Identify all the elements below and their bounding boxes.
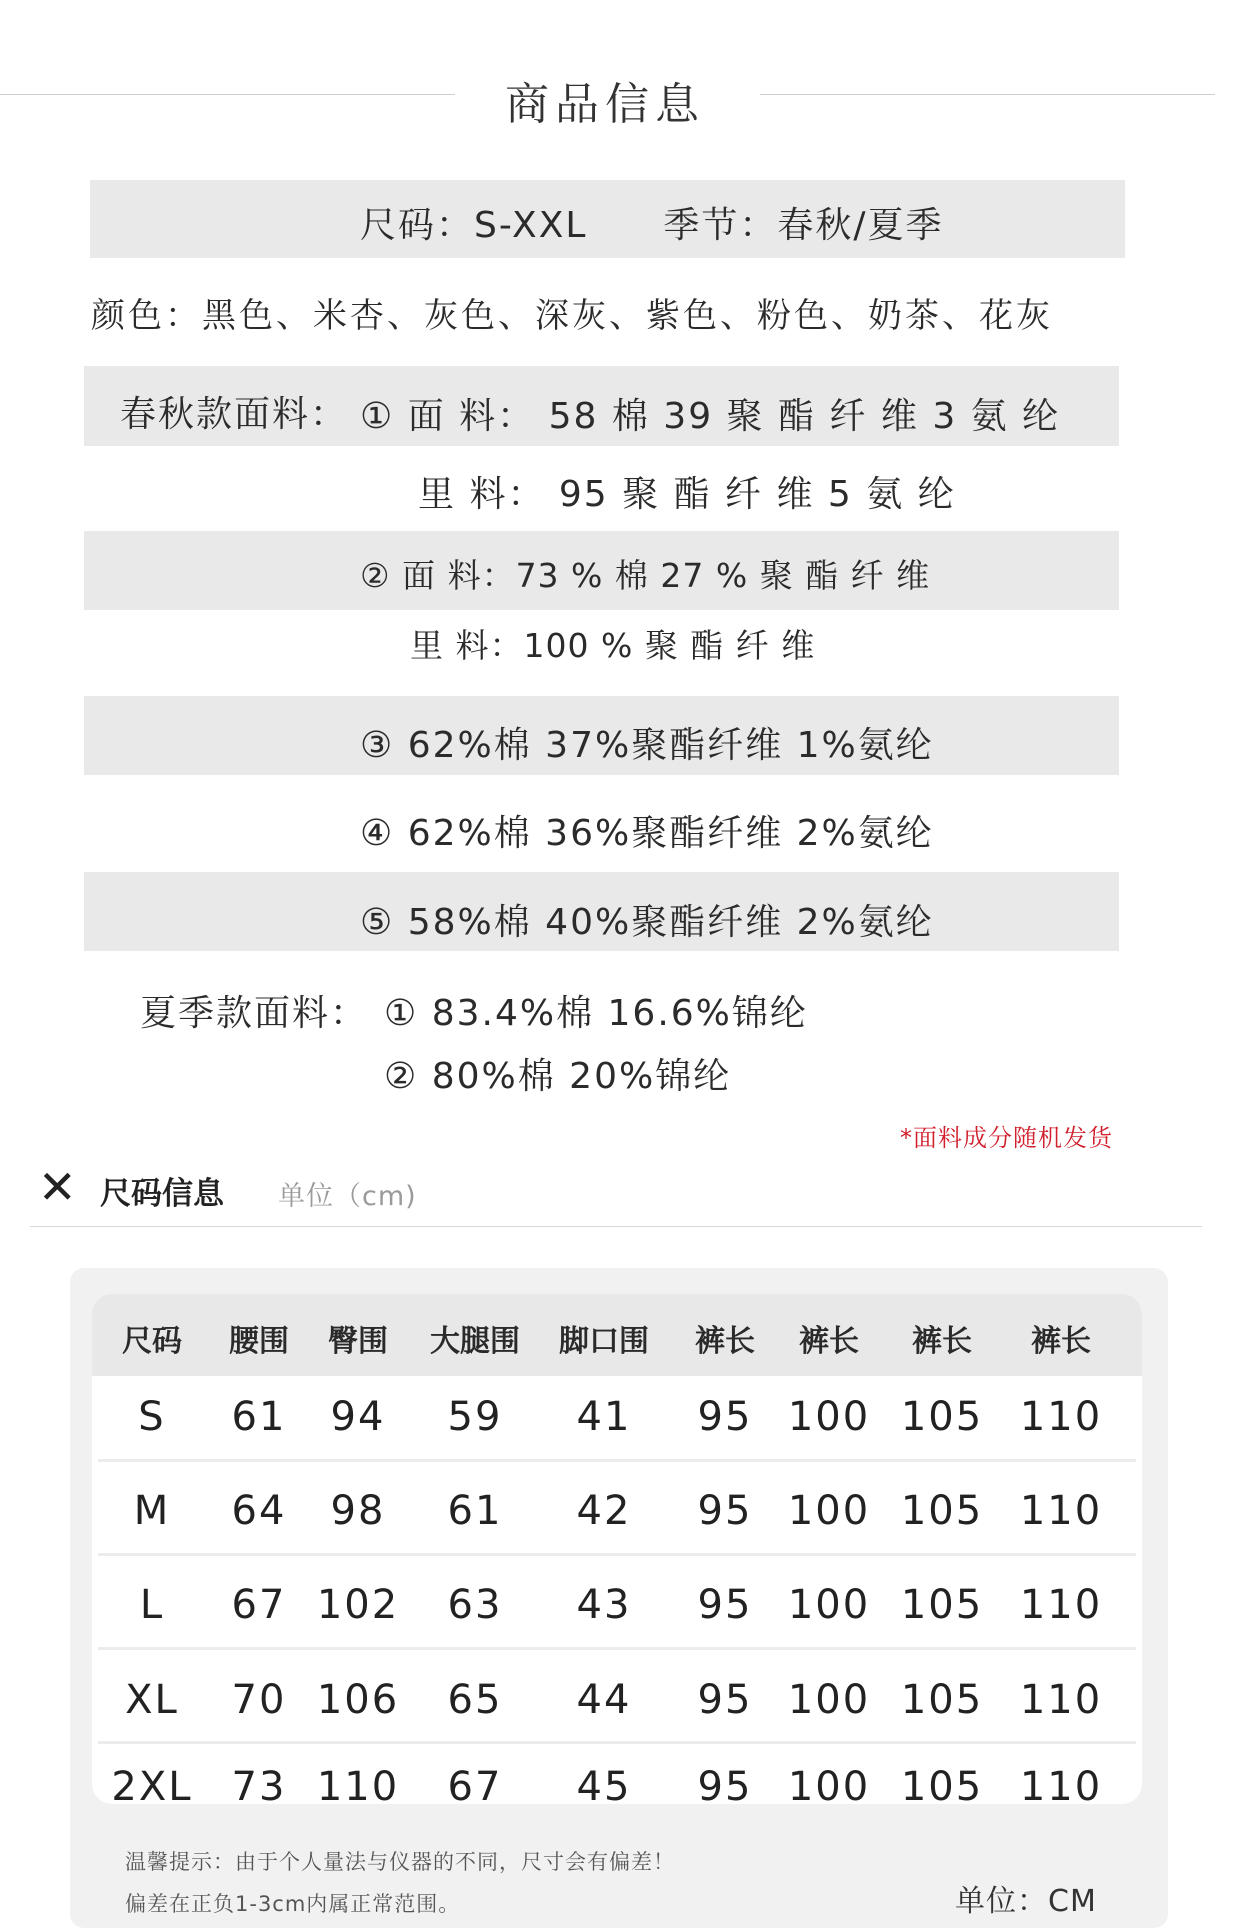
random-fabric-note: *面料成分随机发货 <box>900 1124 1113 1152</box>
size-value-cell: 105 <box>900 1582 984 1628</box>
size-value-cell: 41 <box>576 1394 632 1440</box>
size-label-cell: S <box>138 1394 166 1440</box>
size-value-cell: 61 <box>231 1394 287 1440</box>
summer-label: 夏季款面料： <box>140 993 369 1034</box>
size-label-cell: XL <box>125 1677 179 1723</box>
size-section-unit: 单位（cm) <box>278 1181 417 1212</box>
size-value-cell: 100 <box>787 1677 871 1723</box>
size-table <box>92 1294 1142 1804</box>
size-value-cell: 100 <box>787 1582 871 1628</box>
size-table-header-cell: 裤长 <box>799 1324 859 1359</box>
title-line-left <box>0 94 455 95</box>
size-value-cell: 98 <box>330 1488 386 1534</box>
size-table-header-cell: 裤长 <box>912 1324 972 1359</box>
size-value-cell: 100 <box>787 1394 871 1440</box>
size-value-cell: 95 <box>697 1677 753 1723</box>
size-value-cell: 44 <box>576 1677 632 1723</box>
size-value-cell: 110 <box>1019 1582 1103 1628</box>
size-section-title: 尺码信息 <box>100 1176 224 1212</box>
tip-line-1: 温馨提示：由于个人量法与仪器的不同，尺寸会有偏差！ <box>125 1850 675 1874</box>
size-value-cell: 67 <box>231 1582 287 1628</box>
size-table-header-cell: 大腿围 <box>430 1324 520 1359</box>
size-value-cell: 95 <box>697 1394 753 1440</box>
size-value-cell: 64 <box>231 1488 287 1534</box>
size-label-cell: L <box>139 1582 165 1628</box>
size-season-text: 尺码：S-XXL 季节：春秋/夏季 <box>360 205 944 246</box>
size-value-cell: 110 <box>1019 1764 1103 1804</box>
size-table-header-cell: 尺码 <box>122 1324 182 1359</box>
size-value-cell: 73 <box>231 1764 287 1804</box>
spring-fabric-2-lining: 里 料：100 % 聚 酯 纤 维 <box>410 626 816 665</box>
size-value-cell: 110 <box>1019 1488 1103 1534</box>
size-value-cell: 105 <box>900 1394 984 1440</box>
summer-fabric-1: ① 83.4%棉 16.6%锦纶 <box>384 993 808 1034</box>
summer-fabric-2: ② 80%棉 20%锦纶 <box>384 1056 732 1097</box>
size-value-cell: 106 <box>316 1677 400 1723</box>
spring-fabric-4: ④ 62%棉 36%聚酯纤维 2%氨纶 <box>360 813 934 854</box>
table-row-divider <box>98 1741 1136 1744</box>
size-value-cell: 102 <box>316 1582 400 1628</box>
size-label-cell: M <box>133 1488 171 1534</box>
size-value-cell: 94 <box>330 1394 386 1440</box>
size-table-header-cell: 裤长 <box>1031 1324 1091 1359</box>
size-value-cell: 70 <box>231 1677 287 1723</box>
spring-fabric-1-face: ① 面 料： 58 棉 39 聚 酯 纤 维 3 氨 纶 <box>360 396 1061 437</box>
table-row-divider <box>98 1553 1136 1556</box>
size-value-cell: 95 <box>697 1488 753 1534</box>
size-value-cell: 45 <box>576 1764 632 1804</box>
size-value-cell: 95 <box>697 1764 753 1804</box>
size-value-cell: 67 <box>447 1764 503 1804</box>
size-value-cell: 63 <box>447 1582 503 1628</box>
size-label-cell: 2XL <box>111 1764 193 1804</box>
spring-fabric-5: ⑤ 58%棉 40%聚酯纤维 2%氨纶 <box>360 902 934 943</box>
size-value-cell: 105 <box>900 1488 984 1534</box>
size-value-cell: 65 <box>447 1677 503 1723</box>
spring-fabric-2-face: ② 面 料：73 % 棉 27 % 聚 酯 纤 维 <box>360 556 931 595</box>
spring-fabric-3: ③ 62%棉 37%聚酯纤维 1%氨纶 <box>360 725 934 766</box>
colors-text: 颜色：黑色、米杏、灰色、深灰、紫色、粉色、奶茶、花灰 <box>91 296 1053 336</box>
footer-unit: 单位：CM <box>955 1884 1097 1919</box>
size-table-header-cell: 腰围 <box>229 1324 289 1359</box>
size-value-cell: 43 <box>576 1582 632 1628</box>
size-value-cell: 100 <box>787 1764 871 1804</box>
size-value-cell: 110 <box>1019 1677 1103 1723</box>
spring-label: 春秋款面料： <box>120 394 349 435</box>
size-value-cell: 105 <box>900 1764 984 1804</box>
page-title: 商品信息 <box>505 79 705 130</box>
size-value-cell: 42 <box>576 1488 632 1534</box>
size-section-divider <box>30 1226 1202 1227</box>
table-row-divider <box>98 1647 1136 1650</box>
spring-fabric-1-lining: 里 料： 95 聚 酯 纤 维 5 氨 纶 <box>418 474 956 515</box>
x-icon: ✕ <box>38 1160 77 1214</box>
size-value-cell: 95 <box>697 1582 753 1628</box>
size-table-header-cell: 臀围 <box>328 1324 388 1359</box>
title-line-right <box>760 94 1215 95</box>
size-value-cell: 61 <box>447 1488 503 1534</box>
size-value-cell: 100 <box>787 1488 871 1534</box>
size-table-header-cell: 裤长 <box>695 1324 755 1359</box>
size-value-cell: 110 <box>1019 1394 1103 1440</box>
table-row-divider <box>98 1459 1136 1462</box>
size-table-header-cell: 脚口围 <box>559 1324 649 1359</box>
size-value-cell: 59 <box>447 1394 503 1440</box>
size-value-cell: 110 <box>316 1764 400 1804</box>
size-value-cell: 105 <box>900 1677 984 1723</box>
tip-line-2: 偏差在正负1-3cm内属正常范围。 <box>125 1892 461 1916</box>
